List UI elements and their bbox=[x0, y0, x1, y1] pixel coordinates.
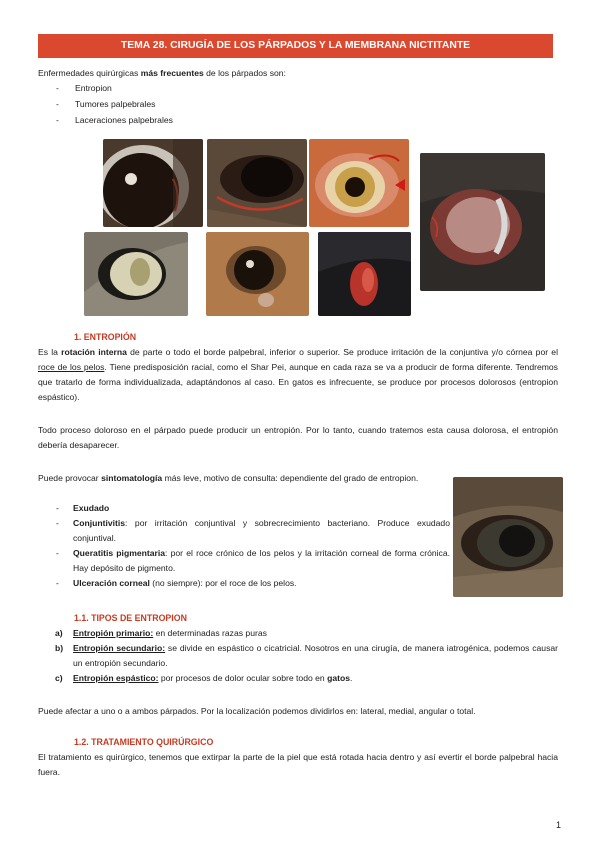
eye-photo-8 bbox=[453, 477, 563, 597]
paragraph-symptoms: Puede provocar sintomatología más leve, motivo de consulta: dependiente del grado de entropion. bbox=[38, 473, 419, 483]
section-heading-types: 1.1. TIPOS DE ENTROPION bbox=[74, 613, 187, 623]
eye-photo-1 bbox=[103, 139, 203, 227]
section-heading-treatment: 1.2. TRATAMIENTO QUIRÚRGICO bbox=[74, 737, 214, 747]
paragraph-location: Puede afectar a uno o a ambos párpados. Por la localización podemos dividirlos en: lateral, medial, angular o total. bbox=[38, 706, 476, 716]
eye-photo-2 bbox=[207, 139, 307, 227]
symptom-list bbox=[38, 501, 450, 591]
page-number: 1 bbox=[556, 820, 562, 830]
list-item: b) Entropión secundario: se divide en espástico o cicatricial. Nosotros en una cirugía, de manera iatrogénica, podemos causar un entropión secundario. bbox=[55, 643, 559, 668]
eye-photo-5 bbox=[206, 232, 309, 316]
eye-photo-7 bbox=[420, 153, 545, 291]
eye-photo-4 bbox=[84, 232, 188, 316]
section-heading-entropion: 1. ENTROPIÓN bbox=[74, 332, 137, 342]
page-title: TEMA 28. CIRUGÍA DE LOS PÁRPADOS Y LA MEMBRANA NICTITANTE bbox=[38, 34, 553, 58]
list-item: - Queratitis pigmentaria: por el roce crónico de los pelos y la irritación corneal de forma crónica. Hay depósito de pigmento. bbox=[56, 548, 450, 573]
list-item: c) Entropión espástico: por procesos de dolor ocular sobre todo en gatos. bbox=[55, 673, 353, 683]
entropion-types-list bbox=[38, 626, 558, 686]
list-item: - Conjuntivitis: por irritación conjuntival y sobrecrecimiento bacteriano. Produce exudado conjuntival. bbox=[56, 518, 450, 543]
paragraph-definition: Es la rotación interna de parte o todo el borde palpebral, inferior o superior. Se produce irritación de la conjuntiva y/o córnea por el roce de los pelos. Tiene predisposición racial, como el Shar Pei, aunque en cada raza se va a producir de forma diferente. Tendremos que tratarlo de forma individualizada, adaptándonos al caso. En gatos es infrecuente, se produce por procesos dolorosos (entropion espástico). bbox=[38, 347, 558, 402]
intro-text: Enfermedades quirúrgicas más frecuentes de los párpados son: bbox=[38, 68, 286, 78]
eye-photo-6 bbox=[318, 232, 411, 316]
paragraph-treatment: El tratamiento es quirúrgico, tenemos que extirpar la parte de la piel que está rotada hacia dentro y así evertir el borde palpebral hacia fuera. bbox=[38, 752, 558, 777]
paragraph-painful-process: Todo proceso doloroso en el párpado puede producir un entropión. Por lo tanto, cuando tratemos esta causa dolorosa, el entropión debería desaparecer. bbox=[38, 425, 558, 450]
list-item: - Exudado bbox=[56, 503, 110, 513]
list-item: - Ulceración corneal (no siempre): por el roce de los pelos. bbox=[56, 578, 297, 588]
list-item: a) Entropión primario: en determinadas razas puras bbox=[55, 628, 267, 638]
eye-photo-3 bbox=[309, 139, 409, 227]
